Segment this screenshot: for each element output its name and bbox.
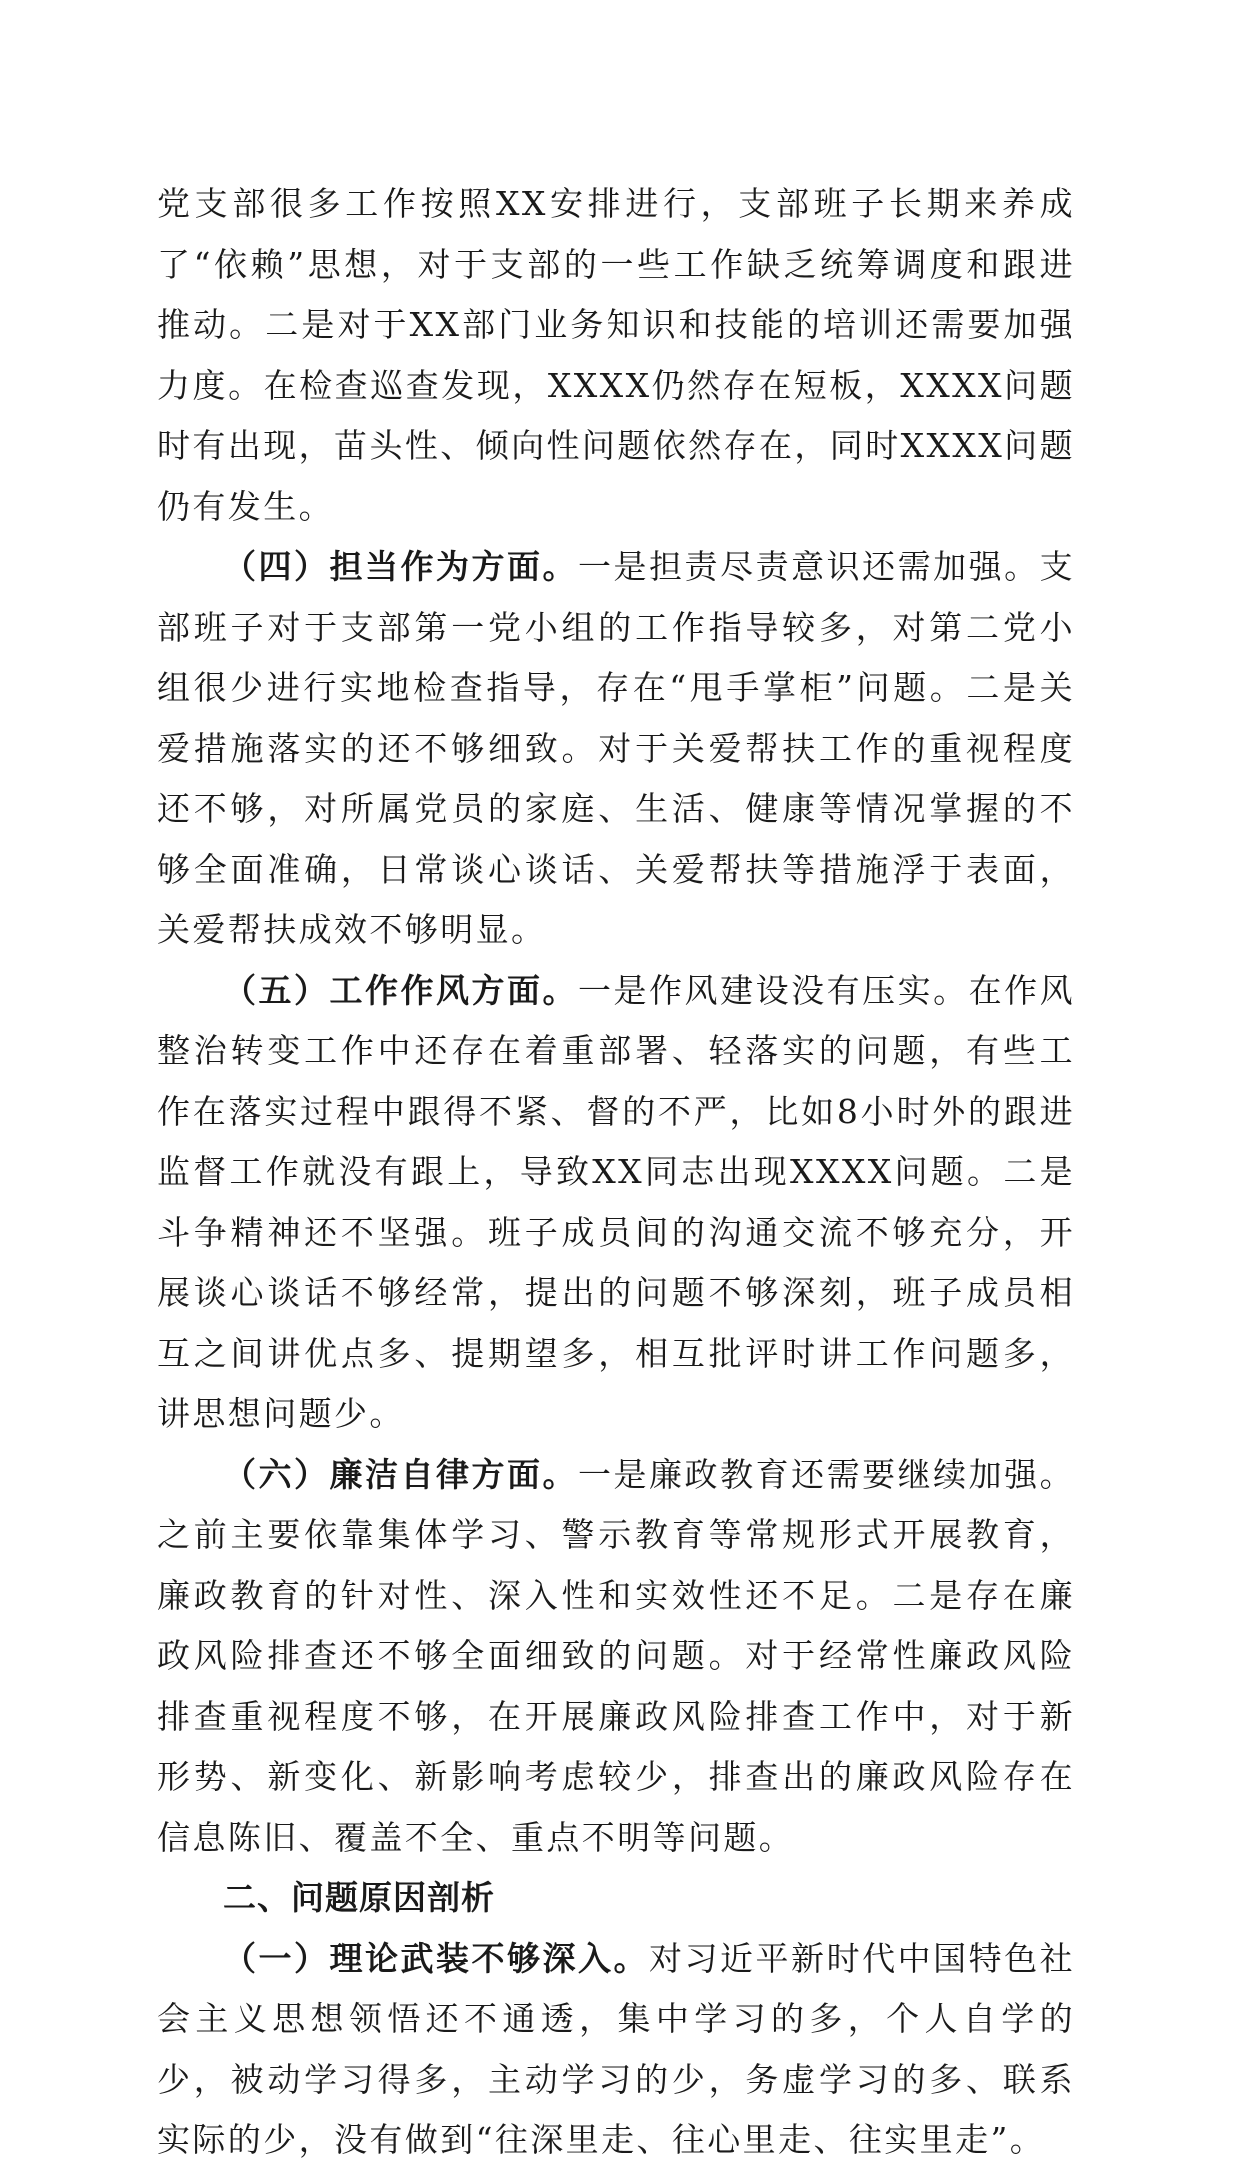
paragraph-text: 一是作风建设没有压实。在作风整治转变工作中还存在着重部署、轻落实的问题，有些工作在落实过程中跟得不紧、督的不严，比如8小时外的跟进监督工作就没有跟上，导致XX同志出现XXXX问题。二是斗争精神还不坚强。班子成员间的沟通交流不够充分，开展谈心谈话不够经常，提出的问题不够深刻，班子成员相互之间讲优点多、提期望多，相互批评时讲工作问题多，讲思想问题少。 [157,970,1075,1433]
paragraph-responsibility [157,537,1075,961]
section-heading: 二、问题原因剖析 [223,1878,495,1917]
paragraph-text: 对习近平新时代中国特色社会主义思想领悟还不通透，集中学习的多，个人自学的少，被动学习得多，主动学习的少，务虚学习的多、联系实际的少，没有做到“往深里走、往心里走、往实里走”。 [157,1938,1075,2159]
paragraph-theory [157,1929,1075,2171]
paragraph-continuation [157,174,1075,537]
paragraph-text: 一是担责尽责意识还需加强。支部班子对于支部第一党小组的工作指导较多，对第二党小组很少进行实地检查指导，存在“甩手掌柜”问题。二是关爱措施落实的还不够细致。对于关爱帮扶工作的重视程度还不够，对所属党员的家庭、生活、健康等情况掌握的不够全面准确，日常谈心谈话、关爱帮扶等措施浮于表面，关爱帮扶成效不够明显。 [157,547,1075,949]
paragraph-text: 一是廉政教育还需要继续加强。之前主要依靠集体学习、警示教育等常规形式开展教育，廉政教育的针对性、深入性和实效性还不足。二是存在廉政风险排查还不够全面细致的问题。对于经常性廉政风险排查重视程度不够，在开展廉政风险排查工作中，对于新形势、新变化、新影响考虑较少，排查出的廉政风险存在信息陈旧、覆盖不全、重点不明等问题。 [157,1454,1075,1857]
paragraph-title: （五）工作作风方面。 [223,970,579,1010]
paragraph-title: （一）理论武装不够深入。 [223,1938,650,1978]
paragraph-title: （四）担当作为方面。 [223,547,579,586]
paragraph-integrity [157,1445,1075,1869]
paragraph-title: （六）廉洁自律方面。 [223,1454,579,1494]
paragraph-work-style [157,961,1075,1445]
paragraph-text: 党支部很多工作按照XX安排进行，支部班子长期来养成了“依赖”思想，对于支部的一些工作缺乏统筹调度和跟进推动。二是对于XX部门业务知识和技能的培训还需要加强力度。在检查巡查发现，XXXX仍然存在短板，XXXX问题时有出现，苗头性、倾向性问题依然存在，同时XXXX问题仍有发生。 [157,184,1075,526]
document-body [157,174,1075,2171]
